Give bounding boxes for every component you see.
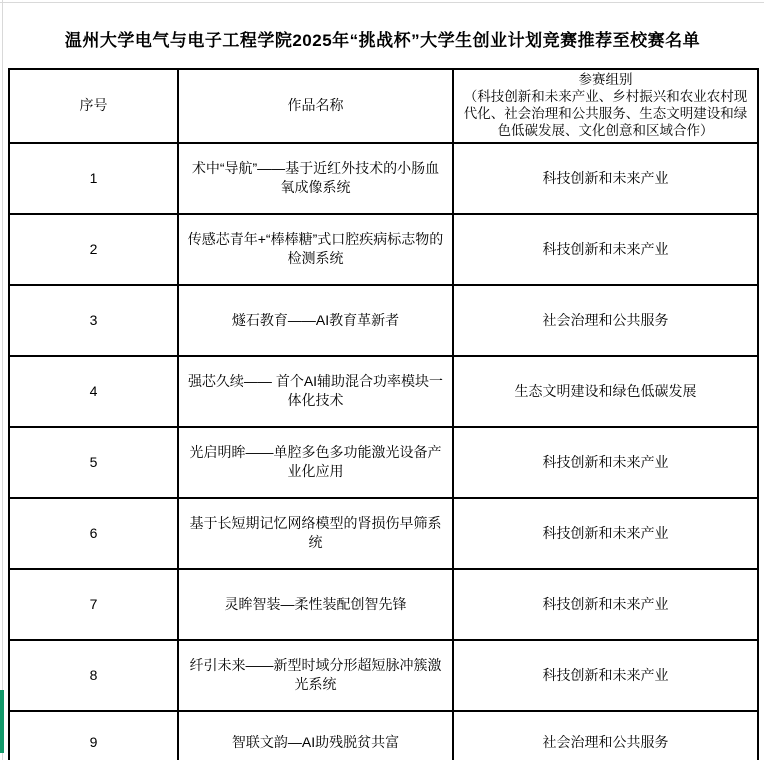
cell-group[interactable]: 科技创新和未来产业 xyxy=(453,569,758,640)
table-row xyxy=(9,285,758,356)
table-row xyxy=(9,640,758,711)
cell-project-name[interactable]: 术中“导航”——基于近红外技术的小肠血氧成像系统 xyxy=(178,143,453,214)
cell-group[interactable]: 生态文明建设和绿色低碳发展 xyxy=(453,356,758,427)
table-row xyxy=(9,498,758,569)
group-header-note: （科技创新和未来产业、乡村振兴和农业农村现代化、社会治理和公共服务、生态文明建设和绿色低碳发展、文化创意和区域合作） xyxy=(463,88,748,138)
cell-index[interactable]: 9 xyxy=(9,711,178,760)
gridline-left xyxy=(2,0,3,760)
cell-project-name[interactable]: 灵眸智装—柔性装配创智先锋 xyxy=(178,569,453,640)
table-row xyxy=(9,711,758,760)
cell-group[interactable]: 科技创新和未来产业 xyxy=(453,214,758,285)
cell-project-name[interactable]: 基于长短期记忆网络模型的肾损伤早筛系统 xyxy=(178,498,453,569)
page-title: 温州大学电气与电子工程学院2025年“挑战杯”大学生创业计划竞赛推荐至校赛名单 xyxy=(64,30,701,50)
table-row xyxy=(9,569,758,640)
cell-project-name[interactable]: 智联文韵—AI助残脱贫共富 xyxy=(178,711,453,760)
cell-index[interactable]: 6 xyxy=(9,498,178,569)
cell-group[interactable]: 科技创新和未来产业 xyxy=(453,427,758,498)
column-header-index[interactable]: 序号 xyxy=(9,69,178,143)
cell-group[interactable]: 科技创新和未来产业 xyxy=(453,640,758,711)
gridline-top xyxy=(0,2,764,3)
column-header-group[interactable] xyxy=(453,69,758,143)
table-header-row xyxy=(9,69,758,143)
cell-index[interactable]: 3 xyxy=(9,285,178,356)
cell-group[interactable]: 社会治理和公共服务 xyxy=(453,285,758,356)
cell-project-name[interactable]: 强芯久续—— 首个AI辅助混合功率模块一体化技术 xyxy=(178,356,453,427)
cell-project-name[interactable]: 传感芯青年+“棒棒糖”式口腔疾病标志物的检测系统 xyxy=(178,214,453,285)
cell-group[interactable]: 科技创新和未来产业 xyxy=(453,143,758,214)
cell-index[interactable]: 4 xyxy=(9,356,178,427)
cell-index[interactable]: 2 xyxy=(9,214,178,285)
cell-project-name[interactable]: 燧石教育——AI教育革新者 xyxy=(178,285,453,356)
cell-index[interactable]: 5 xyxy=(9,427,178,498)
cell-index[interactable]: 1 xyxy=(9,143,178,214)
competition-table xyxy=(8,68,759,760)
column-header-name[interactable]: 作品名称 xyxy=(178,69,453,143)
table-row xyxy=(9,143,758,214)
cell-project-name[interactable]: 纤引未来——新型时域分形超短脉冲簇激光系统 xyxy=(178,640,453,711)
cell-project-name[interactable]: 光启明眸——单腔多色多功能激光设备产业化应用 xyxy=(178,427,453,498)
table-row xyxy=(9,356,758,427)
table-row xyxy=(9,427,758,498)
cell-group[interactable]: 科技创新和未来产业 xyxy=(453,498,758,569)
document xyxy=(8,8,757,760)
table-row xyxy=(9,214,758,285)
cell-index[interactable]: 8 xyxy=(9,640,178,711)
group-header-title: 参赛组别 xyxy=(578,72,633,87)
cell-group[interactable]: 社会治理和公共服务 xyxy=(453,711,758,760)
cell-index[interactable]: 7 xyxy=(9,569,178,640)
selection-indicator xyxy=(0,690,4,753)
